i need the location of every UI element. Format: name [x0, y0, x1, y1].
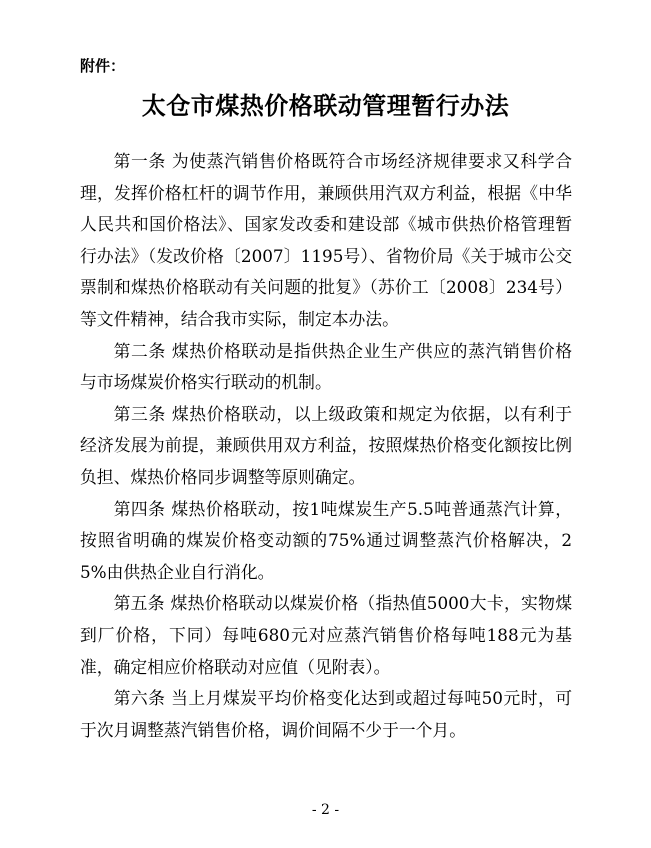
article-3-paragraph: 第三条 煤热价格联动，以上级政策和规定为依据，以有利于经济发展为前提，兼顾供用双方利益，按照煤热价格变化额按比例负担、煤热价格同步调整等原则确定。	[80, 403, 572, 487]
article-6-paragraph: 第六条 当上月煤炭平均价格变化达到或超过每吨50元时，可于次月调整蒸汽销售价格，调价间隔不少于一个月。	[80, 688, 572, 740]
document-title: 太仓市煤热价格联动管理暂行办法	[141, 91, 510, 120]
document-body	[80, 146, 572, 746]
article-2-paragraph: 第二条 煤热价格联动是指供热企业生产供应的蒸汽销售价格与市场煤炭价格实行联动的机制。	[80, 340, 572, 393]
attachment-label: 附件：	[80, 57, 126, 75]
article-1-paragraph: 第一条 为使蒸汽销售价格既符合市场经济规律要求又科学合理，发挥价格杠杆的调节作用，兼顾供用汽双方利益，根据《中华人民共和国价格法》、国家发改委和建设部《城市供热价格管理暂行办法》（发改价格〔2007〕1195号）、省物价局《关于城市公交票制和煤热价格联动有关问题的批复》（苏价工〔2008〕234号）等文件精神，结合我市实际，制定本办法。	[80, 151, 572, 329]
article-5-paragraph: 第五条 煤热价格联动以煤炭价格（指热值5000大卡，实物煤到厂价格，下同）每吨680元对应蒸汽销售价格每吨188元为基准，确定相应价格联动对应值（见附表）。	[80, 593, 572, 677]
article-4-paragraph: 第四条 煤热价格联动，按1吨煤炭生产5.5吨普通蒸汽计算，按照省明确的煤炭价格变动额的75%通过调整蒸汽价格解决，25%由供热企业自行消化。	[80, 498, 572, 582]
page-number: - 2 -	[311, 802, 340, 818]
